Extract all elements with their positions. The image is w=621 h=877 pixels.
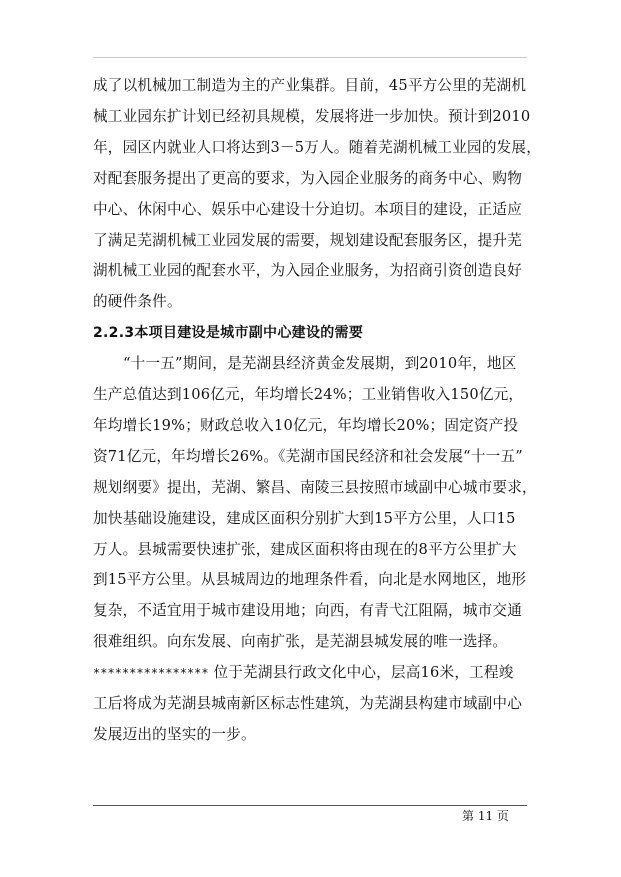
paragraph-line: 加快基础设施建设，建成区面积分别扩大到15平方公里，人口15: [93, 509, 516, 527]
paragraph-line: 年均增长19%；财政总收入10亿元，年均增长20%；固定资产投: [93, 416, 519, 434]
paragraph-line: 中心、休闲中心、娱乐中心建设十分迫切。本项目的建设，正适应: [93, 200, 523, 218]
paragraph-line: 成了以机械加工制造为主的产业集群。目前，45平方公里的芜湖机: [93, 77, 527, 94]
paragraph-line: 年，园区内就业人口将达到3－5万人。随着芜湖机械工业园的发展，: [93, 138, 541, 156]
paragraph-line: 对配套服务提出了更高的要求，为入园企业服务的商务中心、购物: [93, 169, 523, 187]
paragraph-line: 很难组织。向东发展、向南扩张，是芜湖县城发展的唯一选择。: [93, 633, 508, 651]
paragraph-line: 了满足芜湖机械工业园发展的需要，规划建设配套服务区，提升芜: [93, 231, 523, 249]
paragraph-line: 到15平方公里。从县城周边的地理条件看，向北是水网地区，地形: [93, 571, 527, 589]
paragraph-line: 发展迈出的坚实的一步。: [93, 725, 256, 743]
paragraph-line: 生产总值达到106亿元，年均增长24%；工业销售收入150亿元，: [93, 386, 524, 403]
paragraph-text: 位于芜湖县行政文化中心，层高16米，工程竣: [213, 664, 514, 682]
masked-project-name: ****************: [93, 666, 209, 681]
header-rule: [93, 57, 527, 58]
paragraph-line: 的硬件条件。: [93, 293, 182, 311]
section-heading: 2.2.3本项目建设是城市副中心建设的需要: [93, 325, 364, 342]
paragraph-line: “十一五”期间，是芜湖县经济黄金发展期，到2010年，地区: [123, 355, 517, 373]
paragraph-line: [93, 663, 514, 683]
paragraph-line: 规划纲要》提出，芜湖、繁昌、南陵三县按照市域副中心城市要求，: [93, 478, 537, 496]
paragraph-line: 械工业园东扩计划已经初具规模，发展将进一步加快。预计到2010: [93, 107, 531, 125]
paragraph-line: 复杂，不适宜用于城市建设用地；向西，有青弋江阻隔，城市交通: [93, 602, 523, 620]
paragraph-line: 工后将成为芜湖县城南新区标志性建筑，为芜湖县构建市域副中心: [93, 695, 523, 712]
paragraph-line: 万人。县城需要快速扩张，建成区面积将由现在的8平方公里扩大: [93, 540, 517, 558]
page-number: 第 11 页: [462, 809, 509, 823]
paragraph-line: 资71亿元，年均增长26%。《芜湖市国民经济和社会发展“十一五”: [93, 447, 523, 465]
paragraph-line: 湖机械工业园的配套水平，为入园企业服务，为招商引资创造良好: [93, 262, 523, 280]
footer-rule: [93, 805, 527, 806]
